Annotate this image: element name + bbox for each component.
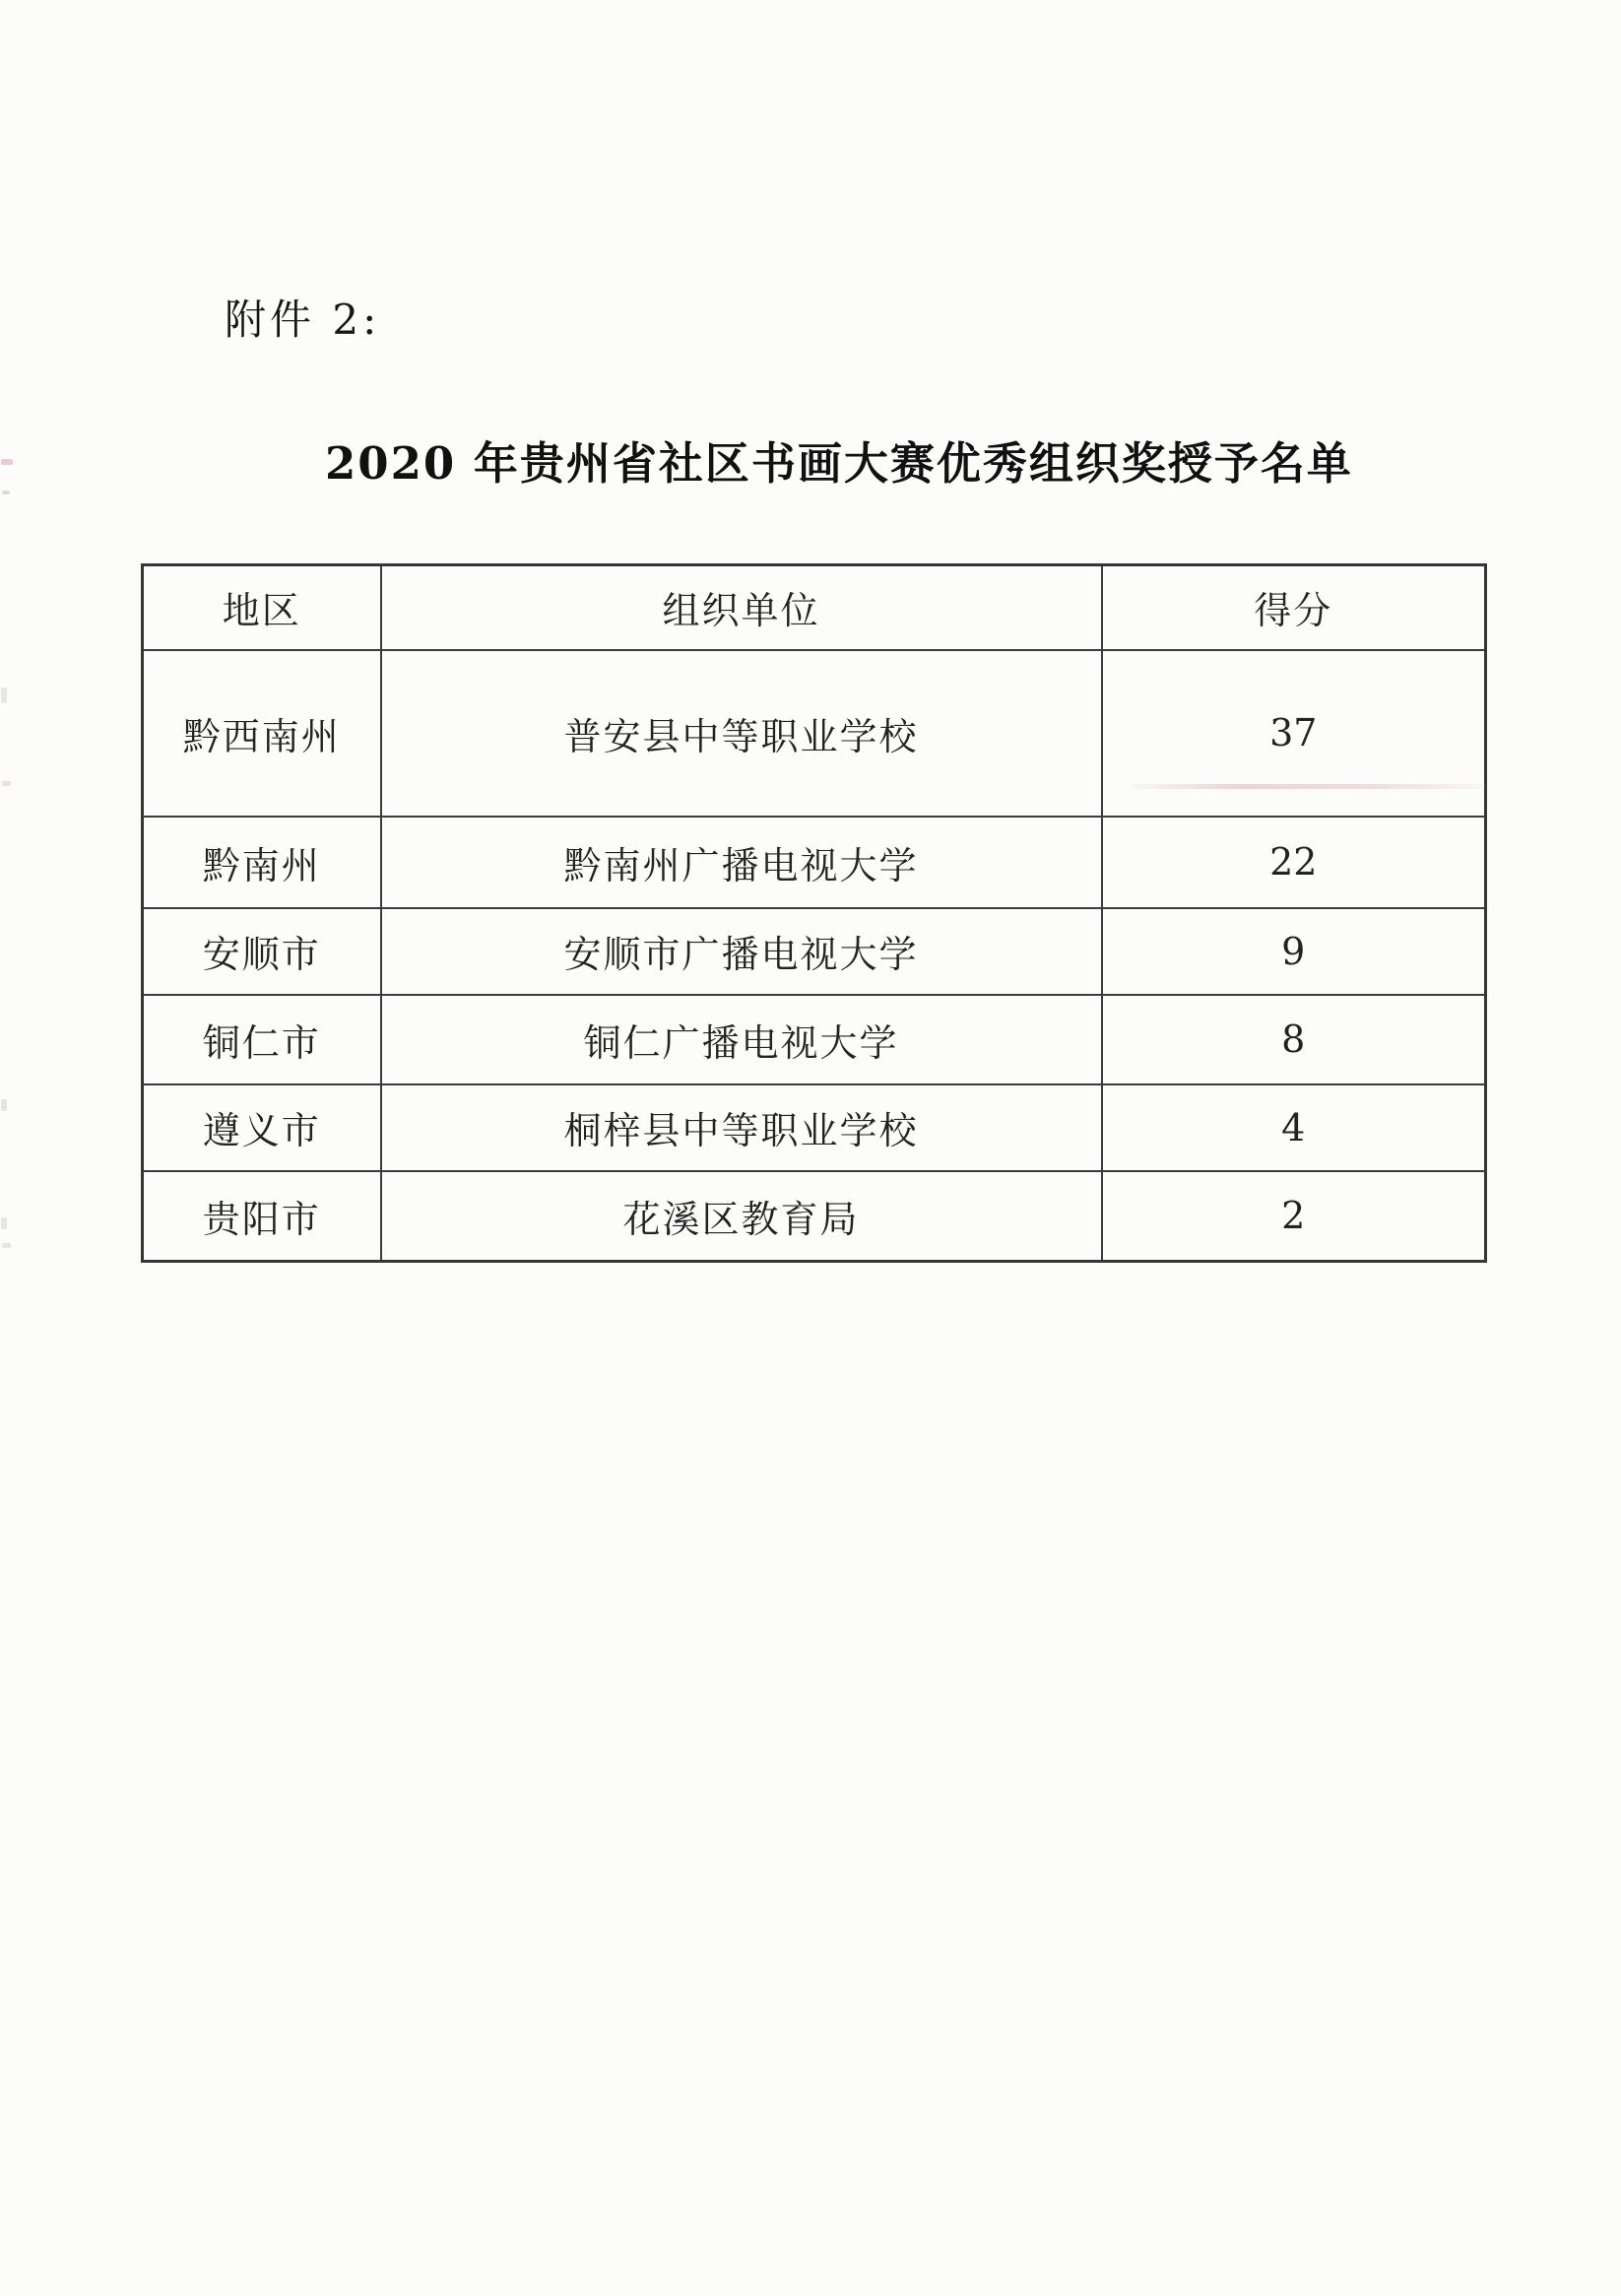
table-row: [143, 1084, 1486, 1171]
score-cell: 8: [1102, 995, 1486, 1084]
organization-cell: 安顺市广播电视大学: [381, 908, 1102, 995]
score-cell: 9: [1102, 908, 1486, 995]
scan-speck-artifact: [1, 1099, 7, 1111]
column-header-region: 地区: [143, 565, 381, 650]
region-cell: 遵义市: [143, 1084, 381, 1171]
scan-speck-artifact: [1, 1217, 7, 1229]
scan-speck-artifact: [1, 459, 13, 465]
table-header-row: [143, 565, 1486, 650]
table-row: [143, 1171, 1486, 1262]
scan-speck-artifact: [2, 491, 10, 494]
region-cell: 贵阳市: [143, 1171, 381, 1262]
organization-cell: 铜仁广播电视大学: [381, 995, 1102, 1084]
organization-cell: 桐梓县中等职业学校: [381, 1084, 1102, 1171]
attachment-label: 附件 2:: [225, 295, 381, 344]
scan-speck-artifact: [2, 781, 11, 786]
column-header-organization: 组织单位: [381, 565, 1102, 650]
region-cell: 安顺市: [143, 908, 381, 995]
table-row: [143, 995, 1486, 1084]
score-cell: 37: [1102, 650, 1486, 817]
page-title: 2020 年贵州省社区书画大赛优秀组织奖授予名单: [325, 437, 1353, 490]
organization-cell: 黔南州广播电视大学: [381, 817, 1102, 908]
score-cell: 22: [1102, 817, 1486, 908]
award-table: [141, 563, 1487, 1263]
organization-cell: 普安县中等职业学校: [381, 650, 1102, 817]
score-cell: 2: [1102, 1171, 1486, 1262]
region-cell: 黔西南州: [143, 650, 381, 817]
column-header-score: 得分: [1102, 565, 1486, 650]
table-row: [143, 908, 1486, 995]
table-row: [143, 817, 1486, 908]
table-row: [143, 650, 1486, 817]
organization-cell: 花溪区教育局: [381, 1171, 1102, 1262]
region-cell: 铜仁市: [143, 995, 381, 1084]
score-cell: 4: [1102, 1084, 1486, 1171]
scan-speck-artifact: [2, 1243, 11, 1248]
scan-speck-artifact: [1, 688, 7, 703]
region-cell: 黔南州: [143, 817, 381, 908]
